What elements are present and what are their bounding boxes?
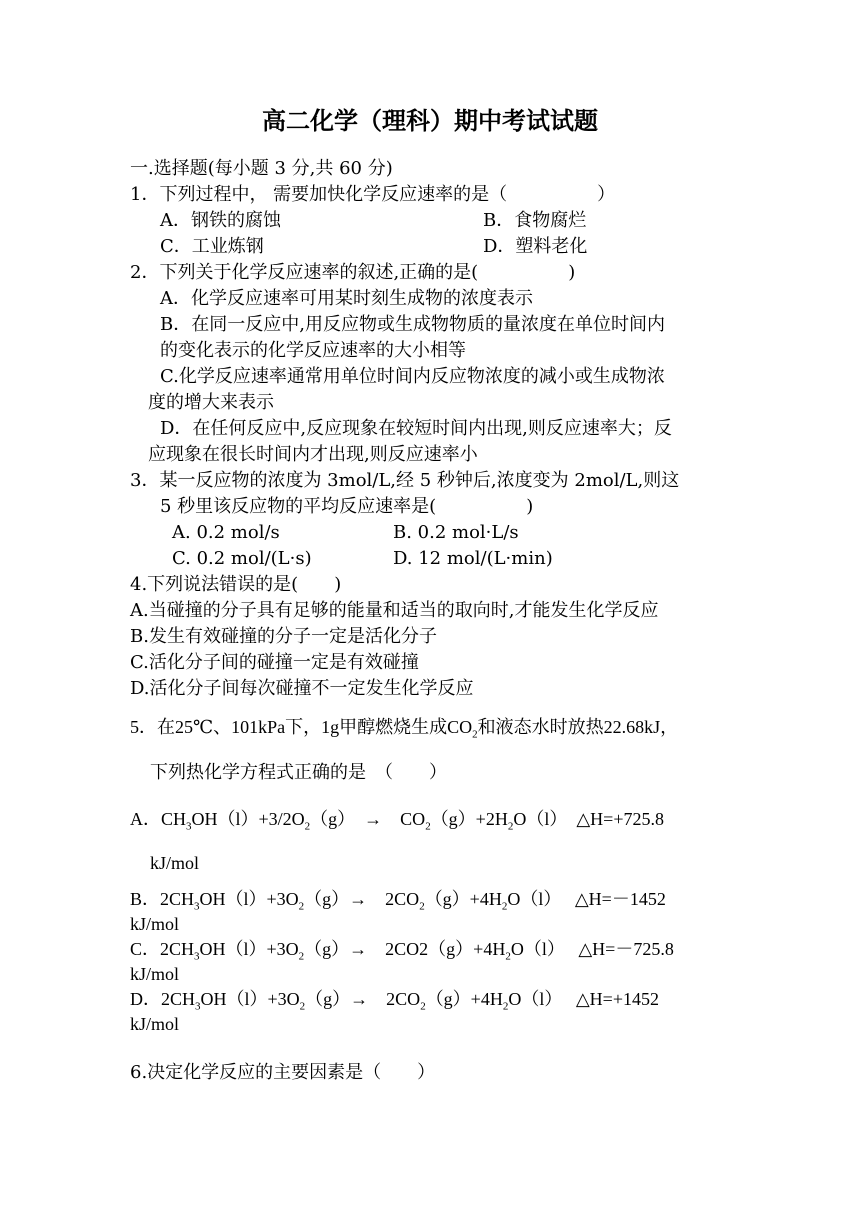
q1-option-c: C．工业炼钢: [160, 236, 264, 257]
q1-stem: 1．下列过程中， 需要加快化学反应速率的是（ ）: [130, 184, 616, 205]
q6-stem: 6.决定化学反应的主要因素是（ ）: [130, 1062, 436, 1083]
q1-option-a: A．钢铁的腐蚀: [160, 210, 281, 231]
q5-option-d: D．$2CH_3OH(l)+3O_2(g)\to$ $2CO_2(g)+4H_2O(l)$ △H=+1452: [130, 989, 659, 1013]
q2-option-b: B．在同一反应中,用反应物或生成物物质的量浓度在单位时间内: [160, 314, 665, 335]
q4-stem: 4.下列说法错误的是( ): [130, 574, 342, 595]
q3-option-c: C. 0.2 mol/(L·s): [172, 548, 312, 569]
q5-option-c-unit: kJ/mol: [130, 964, 180, 984]
q4-option-c: C.活化分子间的碰撞一定是有效碰撞: [130, 652, 419, 673]
q5-option-c: C．$2CH_3OH(l)+3O_2(g)\to$ $2CO2(g)+4H_2O(l)$ △H=－725.8: [130, 939, 674, 963]
q5-option-a-unit: kJ/mol: [150, 853, 200, 873]
q3-option-a: A. 0.2 mol/s: [172, 522, 280, 543]
exam-title: 高二化学（理科）期中考试试题: [262, 106, 598, 135]
q3-option-b: B. 0.2 mol·L/s: [393, 522, 519, 543]
q4-option-a: A.当碰撞的分子具有足够的能量和适当的取向时,才能发生化学反应: [130, 600, 659, 621]
q5-option-b-unit: kJ/mol: [130, 914, 180, 934]
q5-stem: 5．在25℃、101kPa下，1g甲醇燃烧生成$CO_2$和液态水时放热22.68kJ，: [130, 717, 679, 741]
q4-option-b: B.发生有效碰撞的分子一定是活化分子: [130, 626, 437, 647]
q5-stem-cont: 下列热化学方程式正确的是 （ ）: [150, 762, 447, 783]
q2-option-c: C.化学反应速率通常用单位时间内反应物浓度的减小或生成物浓: [160, 366, 665, 387]
q3-stem-cont: 5 秒里该反应物的平均反应速率是( ): [160, 496, 534, 517]
q1-option-d: D．塑料老化: [483, 236, 588, 257]
q3-option-d: D. 12 mol/(L·min): [393, 548, 553, 569]
q2-option-c-cont: 度的增大来表示: [148, 392, 274, 413]
q5-option-d-unit: kJ/mol: [130, 1014, 180, 1034]
q5-option-a: A．$CH_3OH(l)+3/2O_2(g)$ → $CO_2(g)+2H_2O(l)$ △H=+725.8: [130, 809, 664, 833]
q2-option-d: D．在任何反应中,反应现象在较短时间内出现,则反应速率大；反: [160, 418, 672, 439]
q5-option-b: B．$2CH_3OH(l)+3O_2(g)\to$ $2CO_2(g)+4H_2O(l)$ △H=－1452: [130, 889, 666, 913]
q2-option-b-cont: 的变化表示的化学反应速率的大小相等: [160, 340, 466, 361]
q2-stem: 2．下列关于化学反应速率的叙述,正确的是( ): [130, 262, 576, 283]
q1-option-b: B．食物腐烂: [483, 210, 587, 231]
q3-stem: 3．某一反应物的浓度为 3mol/L,经 5 秒钟后,浓度变为 2mol/L,则这: [130, 470, 680, 491]
q4-option-d: D.活化分子间每次碰撞不一定发生化学反应: [130, 678, 474, 699]
q2-option-d-cont: 应现象在很长时间内才出现,则反应速率小: [148, 444, 478, 465]
section-heading: 一.选择题(每小题 3 分,共 60 分): [130, 158, 393, 179]
q2-option-a: A．化学反应速率可用某时刻生成物的浓度表示: [160, 288, 533, 309]
